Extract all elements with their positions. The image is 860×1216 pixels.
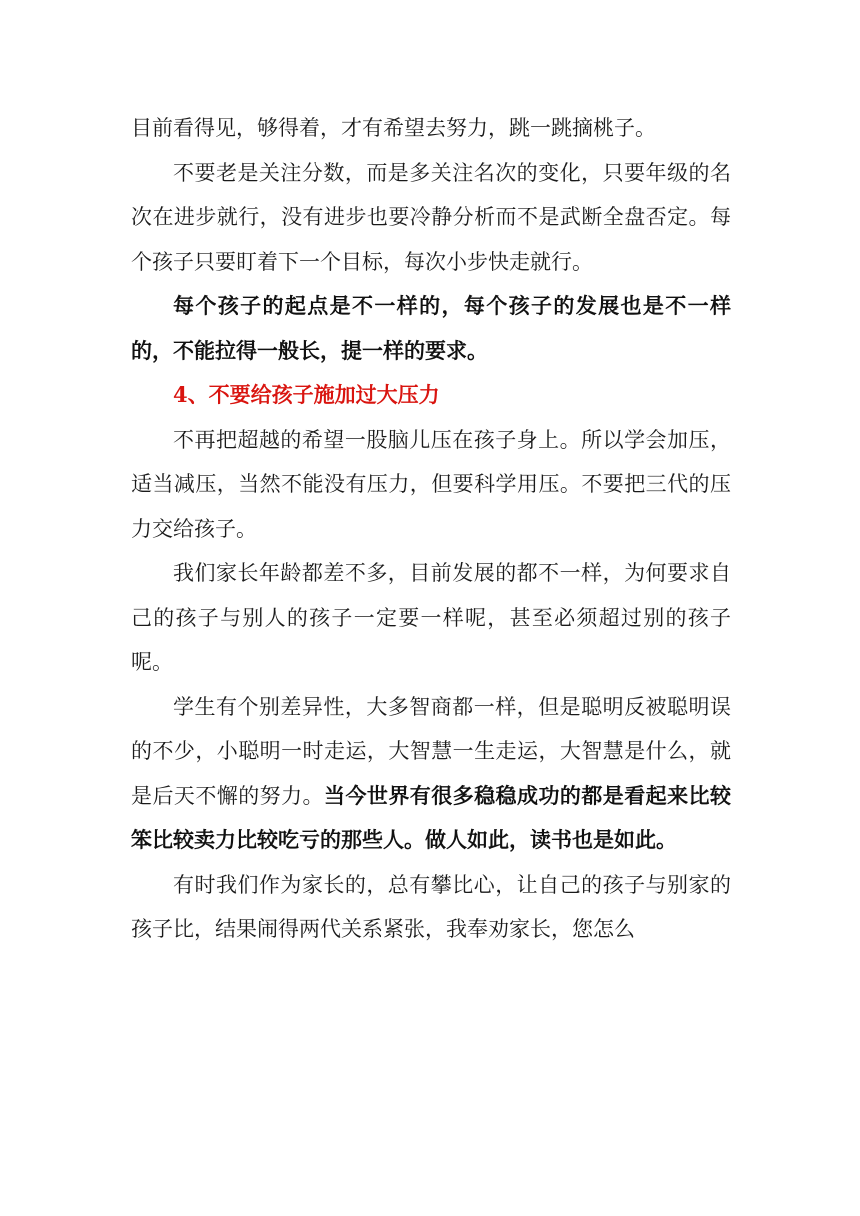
paragraph-parents-age: 我们家长年龄都差不多，目前发展的都不一样，为何要求自己的孩子与别人的孩子一定要一样呢，甚至必须超过别的孩子呢。 bbox=[131, 561, 731, 674]
paragraph-differences-normal: 学生有个别差异性，大多智商都一样，但是聪明反被聪明误的不少，小聪明一时走运，大智慧一生走运，大智慧是什么，就是后天不懈的努力。 bbox=[131, 694, 731, 808]
paragraph-continued: 目前看得见，够得着，才有希望去努力，跳一跳摘桃子。 bbox=[131, 116, 656, 140]
paragraph-bold-starting-point: 每个孩子的起点是不一样的，每个孩子的发展也是不一样的，不能拉得一般长，提一样的要求。 bbox=[131, 293, 731, 363]
paragraph-differences bbox=[131, 685, 731, 863]
paragraph-scores-ranking: 不要老是关注分数，而是多关注名次的变化，只要年级的名次在进步就行，没有进步也要冷静分析而不是武断全盘否定。每个孩子只要盯着下一个目标，每次小步快走就行。 bbox=[131, 160, 731, 274]
document-page bbox=[131, 106, 731, 952]
paragraph-pressure: 不再把超越的希望一股脑儿压在孩子身上。所以学会加压，适当减压，当然不能没有压力，但要科学用压。不要把三代的压力交给孩子。 bbox=[131, 427, 731, 541]
section-heading: 4、不要给孩子施加过大压力 bbox=[173, 382, 440, 407]
paragraph-comparison: 有时我们作为家长的，总有攀比心，让自己的孩子与别家的孩子比，结果闹得两代关系紧张，我奉劝家长，您怎么 bbox=[131, 872, 731, 941]
paragraph-differences-bold: 当今世界有很多稳稳成功的都是看起来比较笨比较卖力比较吃亏的那些人。做人如此，读书也是如此。 bbox=[131, 782, 731, 852]
